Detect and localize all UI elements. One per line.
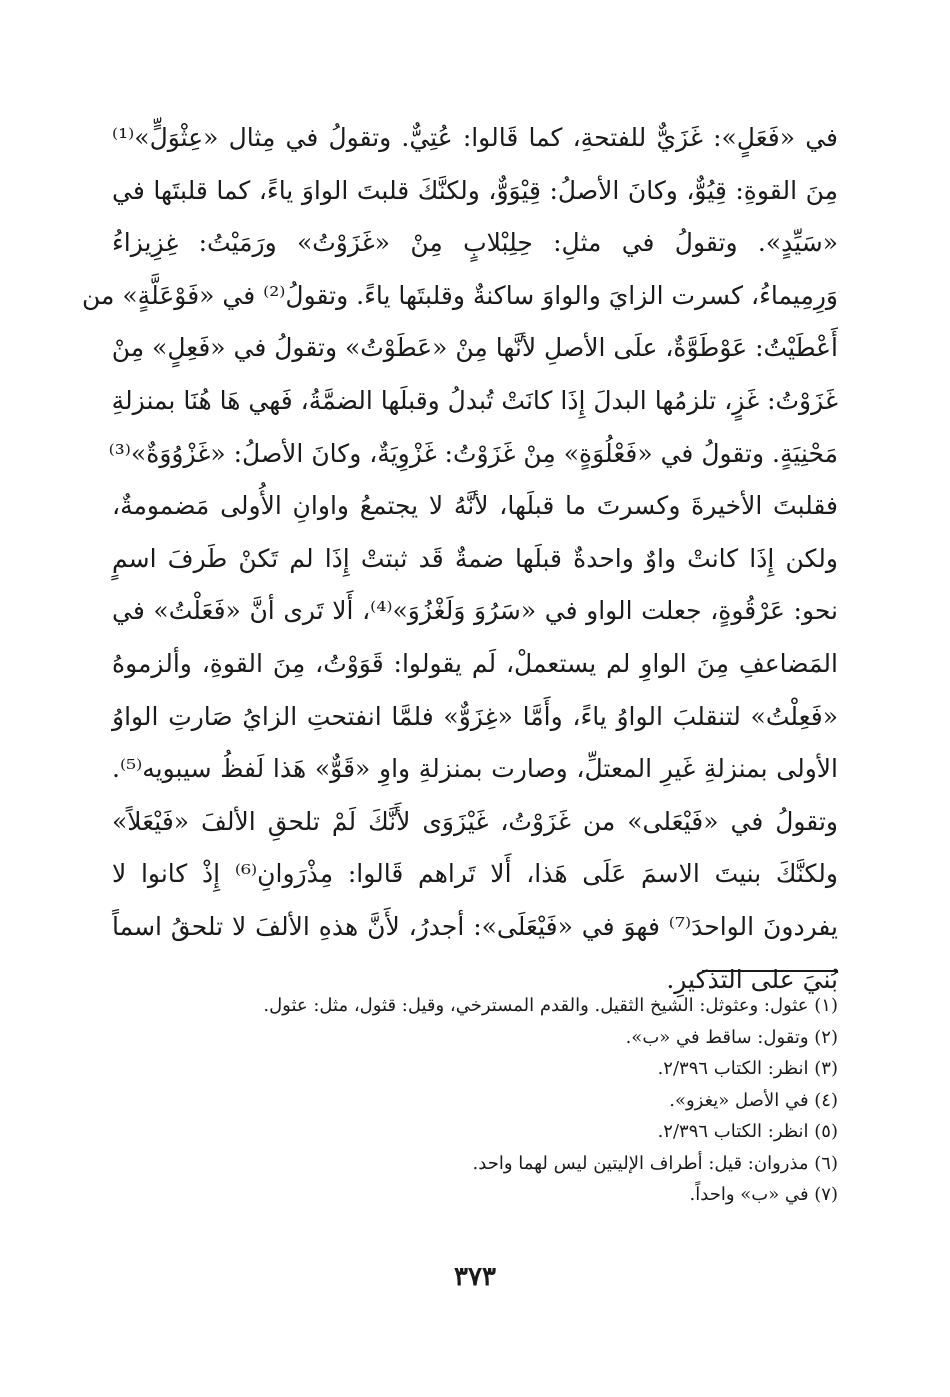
text-line: بُنيَ على التذكيرِ. bbox=[666, 964, 838, 994]
text-line: يفردونَ الواحدَ⁽⁷⁾ فهوَ في «فَيْعَلَى»: أجدرُ، لأَنَّ هذهِ الألفَ لا تلحقُ اسماً bbox=[112, 911, 838, 941]
text-line: وَرِمِيماءُ، كسرت الزايَ والواوَ ساكنةٌ وقلبتَها ياءً. وتقولُ⁽²⁾ في «فَوْعَلَّةٍ» من bbox=[82, 280, 838, 310]
page-number: ٣٧٣ bbox=[454, 1262, 496, 1292]
footnote-separator bbox=[702, 970, 838, 972]
text-line: نحو: عَرْقُوةٍ، جعلت الواو في «سَرُوَ وَلَغْزُوَ»⁽⁴⁾، أَلا تَرى أنَّ «فَعَلْتُ» في bbox=[112, 596, 838, 626]
main-text bbox=[82, 112, 838, 1006]
text-line: في «فَعَلٍ»: غَزَيٌّ للفتحةِ، كما قَالوا: عُتِيٌّ. وتقولُ في مِثال «عِثْوَلٍّ»⁽¹⁾ bbox=[112, 123, 838, 152]
text-line: «فَعِلْتُ» لتنقلبَ الواوُ ياءً، وأَمَّا «غِزَوٌّ» فلمَّا انفتحتِ الزايُ صَارتِ الواوُ bbox=[112, 701, 838, 731]
footnote-item: (٢) وتقول: ساقط في «ب». bbox=[625, 1026, 838, 1048]
text-line: غَزَوْتُ: غَزٍ، تلزمُها البدلَ إِذَا كانَتْ تُبدلُ وقبلَها الضمَّةُ، فَهي هَا هُنَا بمنزلةِ bbox=[111, 385, 838, 415]
text-line: فقلبتَ الأخيرةَ وكسرتَ ما قبلَها، لأنَّهُ لا يجتمعُ واوانِ الأُولى مَضمومةٌ، bbox=[112, 491, 838, 521]
text-line: وتقولُ في «فَيْعَلى» من غَزَوْتُ، غَيْزَوَى لأَنَّكَ لَمْ تلحقِ الألفَ «فَيْعَلاً» bbox=[112, 806, 838, 836]
footnotes bbox=[112, 990, 838, 1211]
text-line: أَعْطَيْتُ: عَوْطَوَّةٌ، علَى الأصلِ لأنَّها مِنْ «عَطَوْتُ» وتقولُ في «فَعِلٍ» مِنْ bbox=[111, 333, 838, 363]
text-line: المَضاعفِ مِنَ الواوِ لم يستعملْ، لَم يقولوا: قَوَوْتُ، مِنَ القوةِ، وألزموهُ bbox=[112, 648, 838, 678]
footnote-item: (١) عثول: وعثوثل: الشيخ الثقيل. والقدم المسترخي، وقيل: قثول، مثل: عثول. bbox=[263, 995, 838, 1016]
footnote-item: (٤) في الأصل «يغزو». bbox=[669, 1089, 838, 1111]
text-line: الأولى بمنزلةِ غَيرِ المعتلِّ، وصارت بمنزلةِ واوِ «قَوٌّ» هَذا لَفظُ سيبويه⁽⁵⁾. bbox=[112, 754, 838, 784]
footnote-item: (٧) في «ب» واحداً. bbox=[689, 1184, 838, 1205]
footnote-item: (٥) انظر: الكتاب ٢/٣٩٦. bbox=[657, 1121, 838, 1142]
text-line: مَحْنِيَةٍ. وتقولُ في «فَعْلُوَةٍ» مِنْ غَزَوْتُ: غَزْوِيَةٌ، وكانَ الأصلُ: «غَزْوُوَةٌ»⁽³⁾ bbox=[108, 438, 838, 468]
text-line: مِنَ القوةِ: قِيُوٌّ، وكانَ الأصلُ: قِيْوَوٌّ، ولكنَّكَ قلبتَ الواوَ ياءً، كما قلبتَها في bbox=[112, 175, 838, 205]
text-line: ولكنَّكَ بنيتَ الاسمَ عَلَى هَذا، أَلا تَراهم قَالوا: مِذْرَوانِ⁽⁶⁾ إِذْ كانوا لا bbox=[112, 859, 838, 889]
text-line: ولكن إِذَا كانتْ واوٌ واحدةٌ قبلَها ضمةٌ قَد ثبتتْ إِذَا لم تَكنْ طَرفَ اسمٍ bbox=[112, 543, 838, 573]
text-line: «سَيِّدٍ». وتقولُ في مثلِ: حِلِبْلابٍ مِنْ «غَزَوْتُ» ورَمَيْتُ: غِزِيزاءُ bbox=[112, 228, 838, 258]
footnote-item: (٦) مذروان: قيل: أطراف الإليتين ليس لهما واحد. bbox=[472, 1152, 838, 1174]
footnote-item: (٣) انظر: الكتاب ٢/٣٩٦. bbox=[657, 1058, 838, 1079]
